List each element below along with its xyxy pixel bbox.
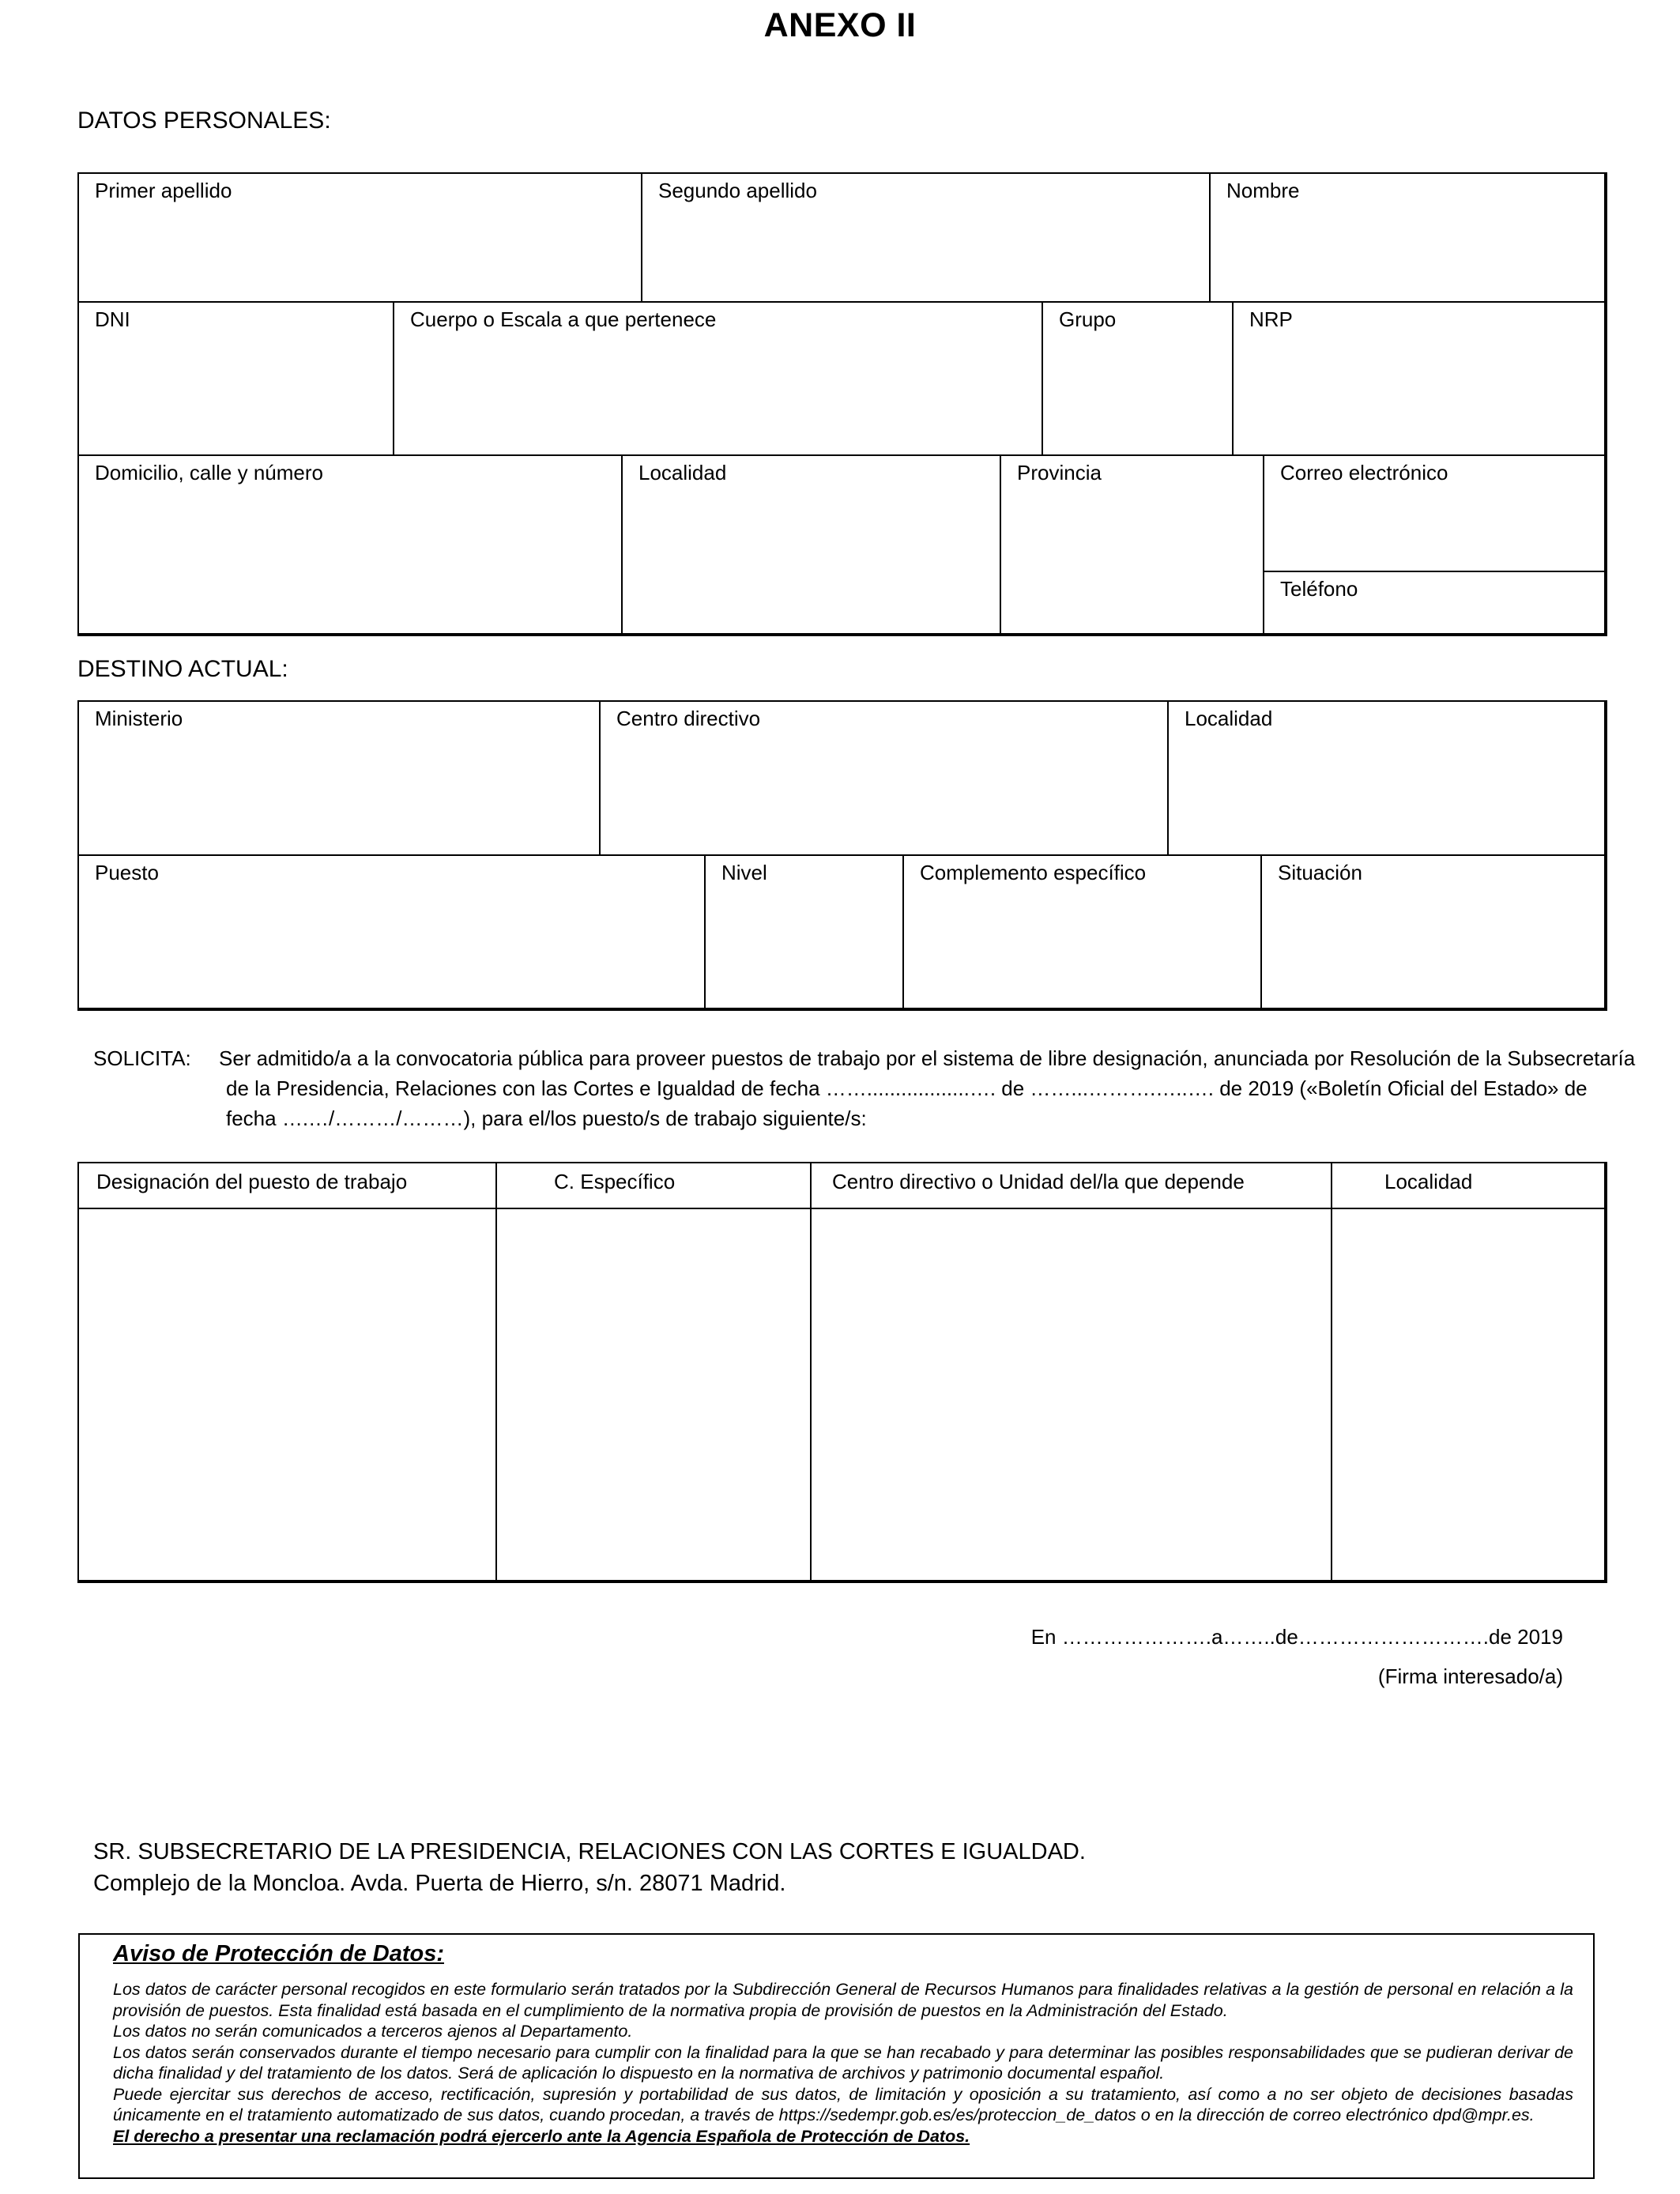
primer-apellido-cell[interactable] [77,172,642,303]
place-date-line: En ………………….a……..de……………………….de 2019 [1030,1625,1563,1649]
localidad-cell[interactable] [621,454,1001,636]
centro-directivo-label: Centro directivo [616,707,761,730]
page-title: ANEXO II [763,6,917,44]
notice-paragraph-5: El derecho a presentar una reclamación podrá ejercerlo ante la Agencia Española de Protección de Datos. [113,2126,970,2146]
designacion-header: Designación del puesto de trabajo [96,1170,408,1193]
solicita-line-2: de la Presidencia, Relaciones con las Cortes e Igualdad de fecha ……..................…. de ……...……….…..…. de 2019 («Boletín Oficial del Estado» de [226,1076,1588,1100]
ministerio-cell[interactable] [77,700,601,856]
cuerpo-label: Cuerpo o Escala a que pertenece [410,307,717,331]
destino-localidad-label: Localidad [1185,707,1273,730]
situacion-cell[interactable] [1260,854,1607,1011]
dni-cell[interactable] [77,301,394,456]
situacion-label: Situación [1278,861,1362,884]
telefono-label: Teléfono [1280,577,1358,601]
ministerio-label: Ministerio [95,707,183,730]
grupo-cell[interactable] [1042,301,1234,456]
dni-label: DNI [95,307,130,331]
puesto-cell[interactable] [77,854,706,1011]
puestos-header-localidad [1331,1162,1607,1209]
solicita-label: SOLICITA: [93,1046,191,1070]
localidad-input-cell[interactable] [1331,1208,1607,1583]
puestos-header-designacion [77,1162,497,1209]
primer-apellido-label: Primer apellido [95,179,232,202]
destino-localidad-cell[interactable] [1167,700,1607,856]
solicita-line-1: Ser admitido/a a la convocatoria pública para proveer puestos de trabajo por el sistema de libre designación, anunciada por Resolución de la Subsecretaría [219,1046,1636,1070]
centro-input-cell[interactable] [810,1208,1332,1583]
nivel-cell[interactable] [704,854,904,1011]
nrp-label: NRP [1249,307,1293,331]
nrp-cell[interactable] [1232,301,1607,456]
puestos-header-centro [810,1162,1332,1209]
puesto-label: Puesto [95,861,159,884]
notice-body [113,1979,1573,2147]
segundo-apellido-cell[interactable] [641,172,1211,303]
destino-table [77,700,1606,1009]
especifico-input-cell[interactable] [495,1208,812,1583]
firma-label: (Firma interesado/a) [1377,1664,1563,1688]
especifico-header: C. Específico [554,1170,676,1193]
solicita-line-3: fecha ….…/………/………), para el/los puesto/s de trabajo siguiente/s: [226,1106,867,1130]
nombre-cell[interactable] [1209,172,1607,303]
puestos-header-especifico [495,1162,812,1209]
correo-label: Correo electrónico [1280,461,1448,484]
provincia-cell[interactable] [1000,454,1264,636]
provincia-label: Provincia [1017,461,1102,484]
localidad-label: Localidad [638,461,727,484]
addressee-line-2: Complejo de la Moncloa. Avda. Puerta de Hierro, s/n. 28071 Madrid. [93,1871,786,1896]
segundo-apellido-label: Segundo apellido [658,179,817,202]
designacion-input-cell[interactable] [77,1208,497,1583]
localidad-header: Localidad [1384,1170,1473,1193]
correo-cell[interactable] [1263,454,1607,572]
data-protection-notice [78,1933,1595,2179]
personal-data-table [77,172,1606,635]
notice-paragraph-4: Puede ejercitar sus derechos de acceso, rectificación, supresión y portabilidad de sus datos, de limitación y oposición a su tratamiento, así como a no ser objeto de decisiones basadas únicamente en el tratamiento automatizado de sus datos, cuando procedan, a través de https://sedempr.gob.es/es/proteccion_de_datos o en la dirección de correo electrónico dpd@mpr.es. [113,2084,1573,2124]
complemento-label: Complemento específico [920,861,1147,884]
complemento-cell[interactable] [902,854,1262,1011]
telefono-cell[interactable] [1263,571,1607,636]
notice-title: Aviso de Protección de Datos: [113,1941,444,1966]
domicilio-label: Domicilio, calle y número [95,461,323,484]
cuerpo-cell[interactable] [393,301,1043,456]
centro-directivo-cell[interactable] [599,700,1169,856]
notice-paragraph-3: Los datos serán conservados durante el tiempo necesario para cumplir con la finalidad para la que se han recabado y para determinar las posibles responsabilidades que se pudieran derivar de dicha finalidad y del tratamiento de los datos. Será de aplicación lo dispuesto en la normativa de archivos y patrimonio documental español. [113,2042,1573,2083]
puestos-table [77,1162,1606,1581]
notice-paragraph-1: Los datos de carácter personal recogidos en este formulario serán tratados por la Subdirección General de Recursos Humanos para finalidades relativas a la gestión de personal en relación a la provisión de puestos. Esta finalidad está basada en el cumplimiento de la normativa propia de provisión de puestos en la Administración del Estado. [113,1980,1573,2020]
notice-paragraph-2: Los datos no serán comunicados a terceros ajenos al Departamento. [113,2022,633,2041]
nombre-label: Nombre [1226,179,1300,202]
destino-heading: DESTINO ACTUAL: [77,656,288,682]
personal-heading: DATOS PERSONALES: [77,107,331,134]
nivel-label: Nivel [721,861,767,884]
domicilio-cell[interactable] [77,454,623,636]
centro-header: Centro directivo o Unidad del/la que depende [832,1170,1245,1193]
grupo-label: Grupo [1059,307,1117,331]
addressee-line-1: SR. SUBSECRETARIO DE LA PRESIDENCIA, RELACIONES CON LAS CORTES E IGUALDAD. [93,1839,1086,1864]
